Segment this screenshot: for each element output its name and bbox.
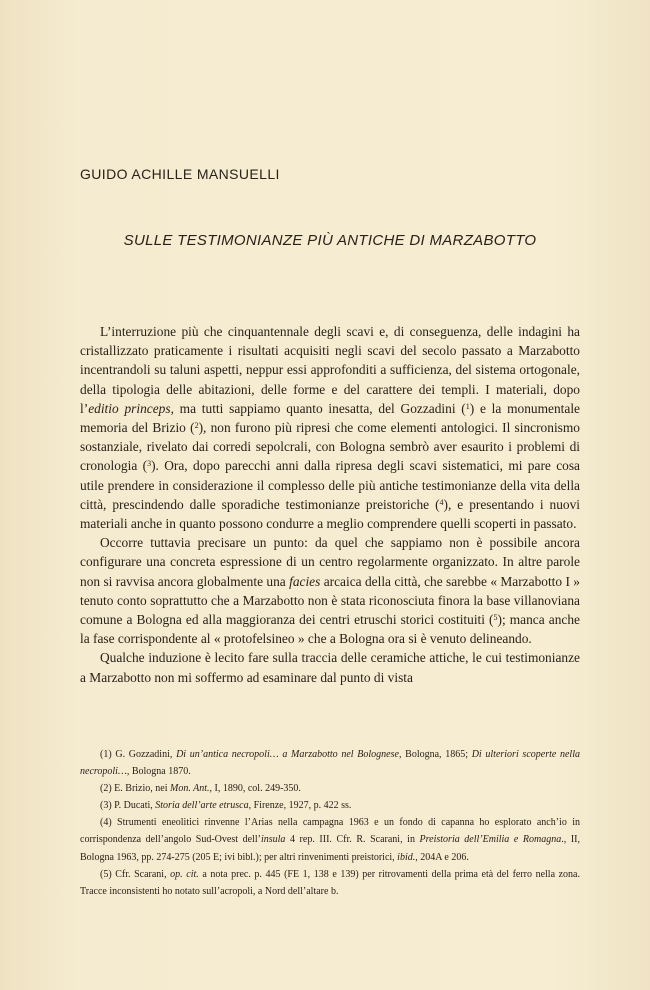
- text-run: (4) Strumenti eneolitici rinvenne l’Arias nella campagna 1963 e un fondo di capanna ho esplorato anch’io in corrispondenza dell’angolo Sud-Ovest dell’: [80, 817, 580, 846]
- text-run: , I, 1890, col. 249-350.: [209, 783, 301, 795]
- body-text: [80, 322, 580, 687]
- footnote-ref: 1: [465, 401, 470, 411]
- text-run: ), e presentando i nuovi materiali anche in quanto possono condurre a meglio comprendere quelli scoperti in passato.: [80, 496, 581, 532]
- footnote: [80, 814, 580, 865]
- text-run: (3) P. Ducati,: [100, 800, 156, 812]
- text-run: , Firenze, 1927, p. 422 ss.: [248, 800, 352, 812]
- text-run: a nota prec. p. 445 (FE 1, 138 e 139) per ritrovamenti della prima età del ferro nella zona. Tracce inconsistenti ho notato sull’acropoli, a Nord dell’altare b.: [80, 868, 580, 897]
- footnotes: [80, 746, 580, 900]
- text-run: ), non furono più ripresi che come elementi antologici. Il sincronismo sostanziale, rivelato dai corredi sepolcrali, con Bologna sembrò aver esaurito i problemi di cronologia (: [80, 420, 580, 474]
- text-run: (5) Cfr. Scarani,: [100, 868, 171, 880]
- text-run: , Bologna, 1865;: [398, 749, 472, 760]
- text-run: L’interruzione più che cinquantennale degli scavi e, di conseguenza, delle indagini ha cristallizzato praticamente i risultati acquisiti negli scavi del secolo passato a Marzabotto incentrandoli su taluni aspetti, neppur essi approfonditi a sufficienza, del sistema ortogonale, della tipologia delle abitazioni, delle forme e del carattere dei templi. I materiali, dopo l’: [80, 324, 580, 416]
- italic-text: ibid.: [397, 851, 416, 863]
- italic-text: Di ulteriori scoperte nella necropoli…: [80, 749, 580, 778]
- italic-text: op. cit.: [170, 868, 199, 880]
- paragraph: [80, 322, 580, 533]
- paragraph: [80, 648, 580, 686]
- text-run: (2) E. Brizio, nei: [100, 783, 170, 795]
- italic-text: insula: [260, 834, 286, 846]
- text-run: ); manca anche la fase corrispondente al « protofelsineo » che a Bologna ora si è venuto delineando.: [80, 612, 580, 647]
- text-run: , Bologna 1870.: [126, 766, 191, 778]
- italic-text: Mon. Ant.: [169, 783, 210, 795]
- footnote: [80, 780, 580, 797]
- text-run: , ma tutti sappiamo quanto inesatta, del Gozzadini (: [170, 400, 466, 416]
- italic-text: editio princeps: [88, 400, 171, 416]
- text-run: ). Ora, dopo parecchi anni dalla ripresa degli scavi sistematici, mi pare cosa utile prendere in considerazione il complesso delle più antiche testimonianze della vita della città, prescindendo dalle sporadiche testimonianze preistoriche (: [80, 458, 580, 512]
- paragraph: [80, 533, 580, 648]
- text-run: ., II, Bologna 1963, pp. 274-275 (205 E; ivi bibl.); per altri rinvenimenti preistorici,: [80, 834, 580, 863]
- text-run: 4 rep. III. Cfr. R. Scarani, in: [285, 834, 420, 846]
- footnote-ref: 4: [439, 497, 444, 507]
- footnote-ref: 3: [147, 459, 152, 469]
- text-run: (1) G. Gozzadini,: [100, 749, 177, 760]
- footnote-ref: 5: [493, 613, 498, 623]
- footnote: [80, 866, 580, 900]
- text-run: , 204A e 206.: [415, 851, 469, 863]
- article-title: SULLE TESTIMONIANZE PIÙ ANTICHE DI MARZABOTTO: [123, 232, 537, 249]
- footnote: [80, 797, 580, 814]
- author-name: GUIDO ACHILLE MANSUELLI: [80, 166, 280, 182]
- text-run: arcaica della città, che sarebbe « Marzabotto I » tenuto conto soprattutto che a Marzabotto non è stata riconosciuta finora la base villanoviana comune a Bologna ed alla maggioranza dei centri etruschi storici costituiti (: [80, 573, 580, 628]
- footnote-ref: 2: [194, 421, 199, 431]
- text-run: ) e la monumentale memoria del Brizio (: [80, 400, 580, 436]
- text-run: Qualche induzione è lecito fare sulla traccia delle ceramiche attiche, le cui testimonianze a Marzabotto non mi soffermo ad esaminare dal punto di vista: [80, 650, 580, 685]
- italic-text: Storia dell’arte etrusca: [155, 800, 249, 812]
- italic-text: Di un’antica necropoli… a Marzabotto nel Bolognese: [176, 749, 399, 760]
- text-run: Occorre tuttavia precisare un punto: da quel che sappiamo non è possibile ancora configurare una concreta espressione di un centro regolarmente organizzato. In altre parole non si ravvisa ancora globalmente una: [80, 535, 580, 589]
- footnote: [80, 746, 580, 780]
- italic-text: facies: [289, 573, 321, 589]
- italic-text: Preistoria dell’Emilia e Romagna: [419, 834, 562, 846]
